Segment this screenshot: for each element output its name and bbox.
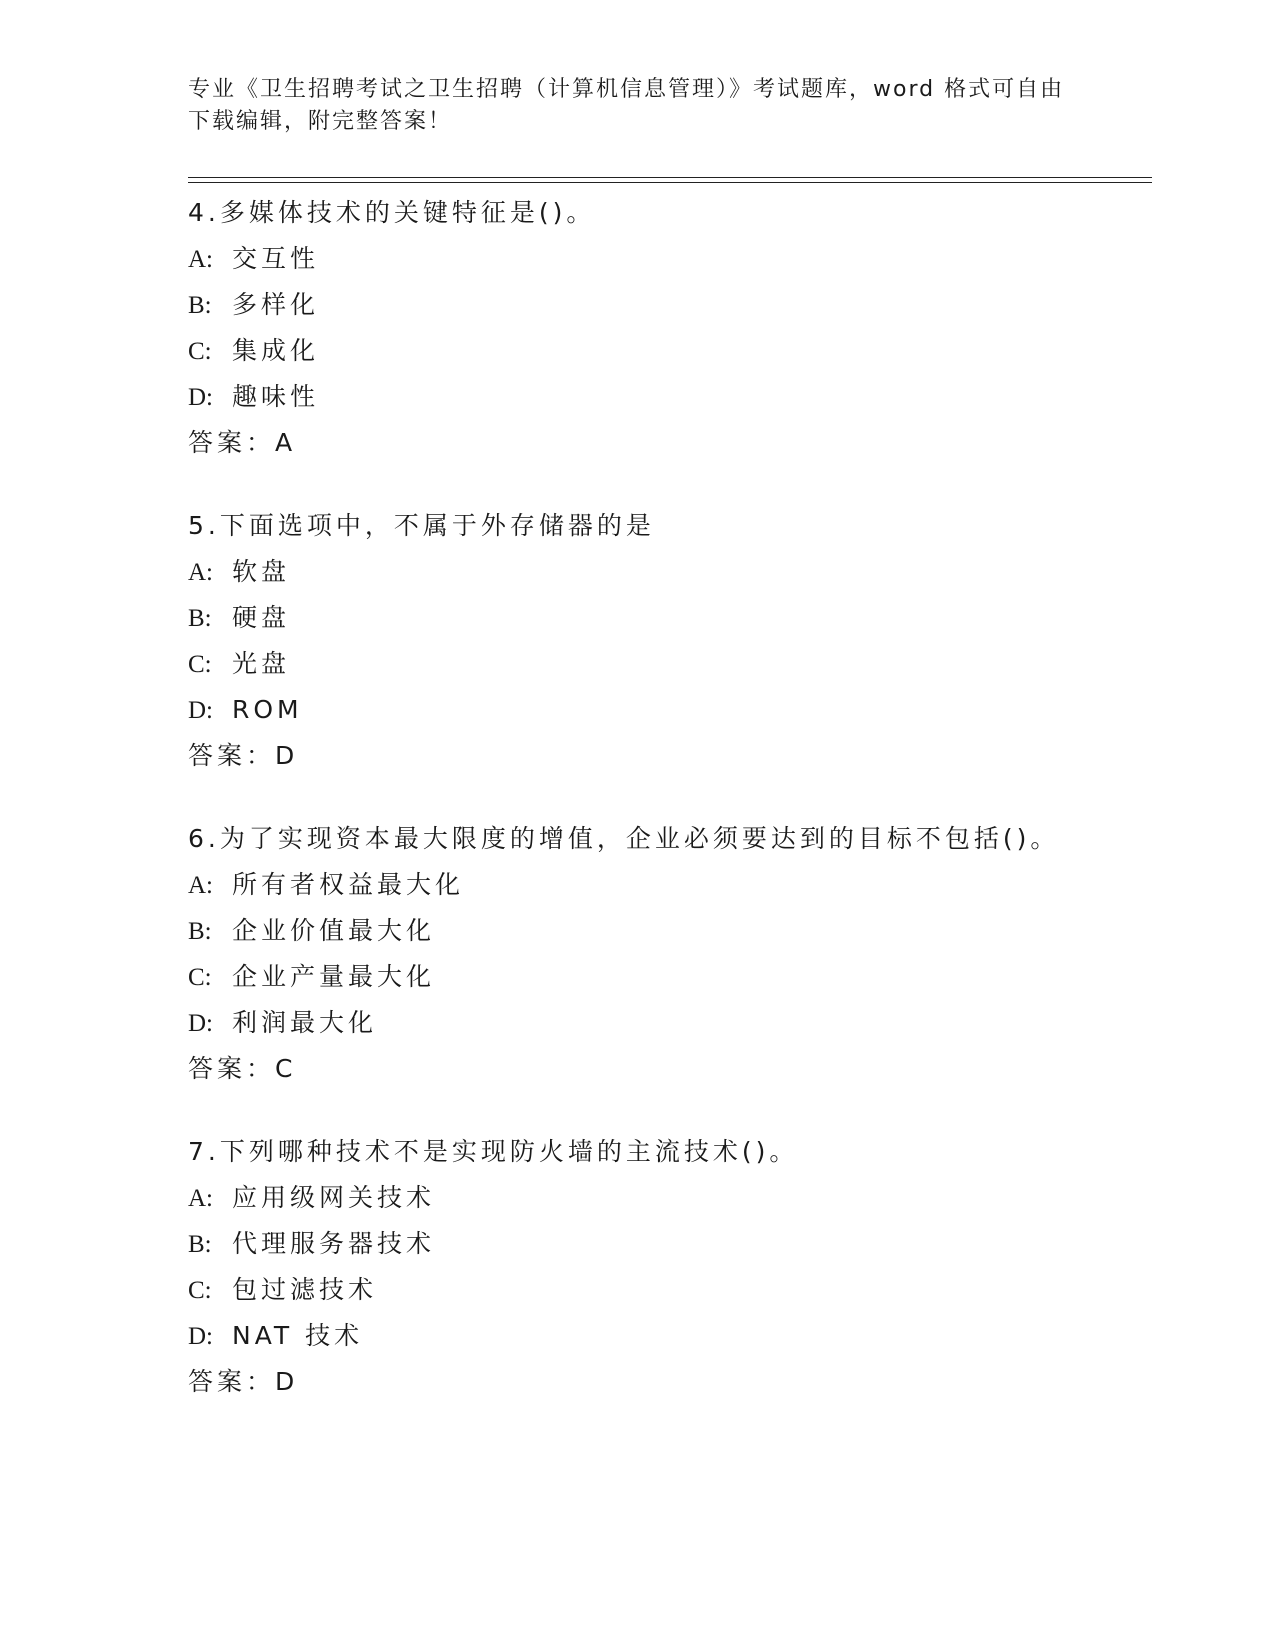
question-stem: 5.下面选项中，不属于外存储器的是	[188, 511, 655, 540]
option-a	[188, 549, 1152, 595]
option-c	[188, 641, 1152, 687]
option-letter: D:	[188, 1323, 213, 1350]
option-c	[188, 954, 1152, 1000]
answer-value: C	[275, 1054, 293, 1083]
option-b	[188, 595, 1152, 641]
option-letter: B:	[188, 605, 212, 632]
option-b	[188, 1221, 1152, 1267]
option-letter: D:	[188, 384, 213, 411]
option-text: NAT 技术	[232, 1321, 364, 1350]
answer-label: 答案：	[188, 1054, 276, 1083]
option-text: 应用级网关技术	[232, 1183, 436, 1212]
option-text: 所有者权益最大化	[232, 870, 465, 899]
question-list	[188, 190, 1152, 1442]
answer-line	[188, 1046, 1152, 1092]
option-text: 光盘	[232, 649, 291, 678]
option-a	[188, 1175, 1152, 1221]
option-text: 交互性	[232, 244, 320, 273]
option-letter: A:	[188, 872, 213, 899]
question-item	[188, 816, 1152, 1092]
option-letter: D:	[188, 697, 213, 724]
option-text: 企业产量最大化	[232, 962, 436, 991]
option-letter: B:	[188, 1231, 212, 1258]
answer-label: 答案：	[188, 428, 276, 457]
option-letter: A:	[188, 559, 213, 586]
option-c	[188, 328, 1152, 374]
answer-label: 答案：	[188, 1367, 276, 1396]
answer-line	[188, 1359, 1152, 1405]
option-b	[188, 908, 1152, 954]
option-text: 硬盘	[232, 603, 291, 632]
option-text: 趣味性	[232, 382, 320, 411]
option-a	[188, 862, 1152, 908]
answer-line	[188, 420, 1152, 466]
question-item	[188, 190, 1152, 466]
option-text: 多样化	[232, 290, 320, 319]
option-text: 包过滤技术	[232, 1275, 378, 1304]
option-d	[188, 687, 1152, 733]
option-letter: A:	[188, 1185, 213, 1212]
question-stem: 6.为了实现资本最大限度的增值，企业必须要达到的目标不包括()。	[188, 824, 1060, 853]
option-c	[188, 1267, 1152, 1313]
option-d	[188, 1000, 1152, 1046]
answer-value: A	[275, 428, 293, 457]
option-text: 代理服务器技术	[232, 1229, 436, 1258]
option-letter: D:	[188, 1010, 213, 1037]
option-text: 企业价值最大化	[232, 916, 436, 945]
answer-label: 答案：	[188, 741, 276, 770]
option-text: 利润最大化	[232, 1008, 378, 1037]
option-text: 集成化	[232, 336, 320, 365]
document-intro: 专业《卫生招聘考试之卫生招聘（计算机信息管理）》考试题库，word 格式可自由下载编辑，附完整答案！	[188, 77, 1065, 134]
option-d	[188, 374, 1152, 420]
option-letter: C:	[188, 651, 212, 678]
question-item	[188, 503, 1152, 779]
option-d	[188, 1313, 1152, 1359]
option-letter: B:	[188, 918, 212, 945]
header-divider-bottom	[188, 182, 1152, 183]
option-letter: C:	[188, 338, 212, 365]
answer-value: D	[275, 1367, 295, 1396]
option-letter: C:	[188, 964, 212, 991]
option-a	[188, 236, 1152, 282]
header-divider-top	[188, 177, 1152, 178]
answer-value: D	[275, 741, 295, 770]
question-stem: 4.多媒体技术的关键特征是()。	[188, 198, 596, 227]
option-letter: C:	[188, 1277, 212, 1304]
option-text: ROM	[232, 695, 303, 724]
option-b	[188, 282, 1152, 328]
option-text: 软盘	[232, 557, 291, 586]
question-item	[188, 1129, 1152, 1405]
answer-line	[188, 733, 1152, 779]
question-stem: 7.下列哪种技术不是实现防火墙的主流技术()。	[188, 1137, 799, 1166]
option-letter: A:	[188, 246, 213, 273]
option-letter: B:	[188, 292, 212, 319]
